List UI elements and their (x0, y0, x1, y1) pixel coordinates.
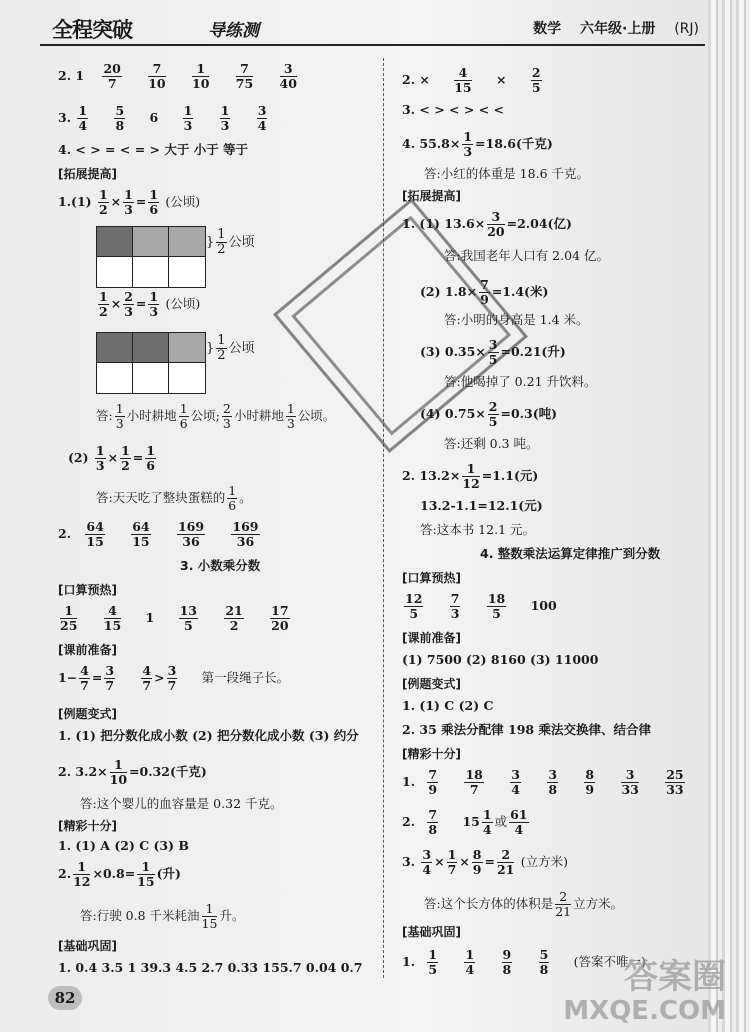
left-q2 (58, 62, 299, 91)
left-tz1-1b: $\frac{1}{2}$ × $\frac{2}{3}$ = $\frac{1}{3}$ (公顷) (99, 289, 201, 319)
right-jc3-ans: 答:这个长方体的体积是 $\frac{2}{21}$ 立方米。 (424, 889, 624, 919)
right-kqzb: (1) 7500 (2) 8160 (3) 11000 (402, 652, 599, 667)
right-q4: 4. 55.8× $\frac{1}{3}$ =18.6(千克) (402, 129, 553, 159)
subject-label: 数学 (533, 21, 562, 37)
section-jcgg-right: [基础巩固] (402, 925, 461, 939)
right-t1-ans: 答:我国老年人口有 2.04 亿。 (444, 248, 609, 263)
right-t4-ans: 答:还剩 0.3 吨。 (444, 436, 539, 451)
left-tz1-1: 1.(1) $\frac{1}{2}$ × $\frac{1}{3}$ = $\frac{1}{6}$ (公顷) (58, 187, 201, 217)
right-kousuan: $\frac{12}{5}$ $\frac{7}{3}$ $\frac{18}{5}$ 100 (405, 591, 557, 621)
section-kqzb-right: [课前准备] (402, 631, 461, 645)
fraction: $\frac{1}{4}$ (78, 103, 88, 133)
left-lt1: 1. (1) 把分数化成小数 (2) 把分数化成小数 (3) 约分 (58, 728, 359, 743)
left-q4: 4. < > = < = > 大于 小于 等于 (58, 142, 249, 157)
fraction: $\frac{3}{4}$ (257, 103, 267, 133)
site-watermark: 答案圈 MXQE.COM (563, 957, 726, 1026)
fraction: $\frac{1}{3}$ (220, 103, 230, 133)
right-jc1: 1. $\frac{7}{9}$ $\frac{18}{7}$ $\frac{3}{4}$ $\frac{3}{8}$ $\frac{8}{9}$ $\frac{3}{33}$ $\frac{25}{33}$ (402, 767, 684, 797)
fraction: $\frac{7}{10}$ (148, 61, 166, 91)
section-tuozhan: [拓展提高] (58, 167, 117, 181)
left-jg1: 1. 0.4 3.5 1 39.3 4.5 2.7 0.33 155.7 0.04 0.7 (58, 960, 363, 975)
right-jc2: 2. $\frac{7}{8}$ 15 $\frac{1}{4}$ 或 $\frac{61}{4}$ (402, 807, 528, 837)
section-kqzb-left: [课前准备] (58, 643, 117, 657)
page-header (40, 12, 705, 46)
right-jg1: 1. $\frac{1}{5}$ $\frac{1}{4}$ $\frac{9}{8}$ $\frac{5}{8}$ (答案不唯一) (402, 947, 646, 977)
right-t3: (3) 0.35× $\frac{3}{5}$ =0.21(升) (420, 337, 566, 367)
brand-script: 导练测 (208, 21, 259, 41)
right-t2: (2) 1.8× $\frac{7}{9}$ =1.4(米) (420, 277, 549, 307)
right-t1: 1. (1) 13.6× $\frac{3}{20}$ =2.04(亿) (402, 209, 572, 239)
left-jc1: 1. (1) A (2) C (3) B (58, 838, 189, 853)
right-lt1: 1. (1) C (2) C (402, 698, 494, 713)
fraction: $\frac{1}{3}$ (183, 103, 193, 133)
left-jc2-ans: 答:行驶 0.8 千米耗油 $\frac{1}{15}$ 升。 (80, 901, 245, 931)
book-binding-edge (708, 0, 750, 1032)
left-q3: 3. $\frac{1}{4}$ $\frac{5}{8}$ 6 $\frac{1}{3}$ $\frac{1}{3}$ $\frac{3}{4}$ (58, 103, 267, 133)
left-tz2: 2. $\frac{64}{15}$ $\frac{64}{15}$ $\frac{169}{36}$ $\frac{169}{36}$ (58, 519, 259, 549)
section-tuozhan-right: [拓展提高] (402, 189, 461, 203)
right-lt2: 2. 35 乘法分配律 198 乘法交换律、结合律 (402, 722, 651, 737)
section-kousuan-right: [口算预热] (402, 571, 461, 585)
right-t3-ans: 答:他喝掉了 0.21 升饮料。 (444, 374, 597, 389)
left-ans2: 答:天天吃了整块蛋糕的 $\frac{1}{6}$ 。 (96, 483, 252, 513)
column-divider (383, 58, 386, 978)
right-q2: 2. × $\frac{4}{15}$ × $\frac{2}{5}$ (402, 65, 541, 95)
grade-label: 六年级·上册 (580, 21, 656, 37)
q-number: 2. 1 (58, 68, 85, 83)
right-t4: (4) 0.75× $\frac{2}{5}$ =0.3(吨) (420, 399, 558, 429)
right-q3: 3. < > < > < < (402, 102, 505, 117)
brand-logo: 全程突破 (52, 18, 132, 42)
page-number: 82 (48, 986, 82, 1010)
section-ltbs-left: [例题变式] (58, 707, 117, 721)
fraction: $\frac{20}{7}$ (103, 61, 121, 91)
fraction: $\frac{5}{8}$ (115, 103, 125, 133)
left-ans1: 答: $\frac{1}{3}$ 小时耕地 $\frac{1}{6}$ 公顷; $\frac{2}{3}$ 小时耕地 $\frac{1}{3}$ 公顷。 (96, 401, 336, 431)
grid-1-label: } $\frac{1}{2}$ 公顷 (206, 227, 255, 257)
left-lt2: 2. 3.2× $\frac{1}{10}$ =0.32(千克) (58, 757, 207, 787)
fraction: $\frac{7}{75}$ (235, 61, 254, 91)
right-jc3: 3. $\frac{3}{4}$ × $\frac{1}{7}$ × $\frac{8}{9}$ = $\frac{2}{21}$ (立方米) (402, 847, 569, 877)
right-q2b-calc: 13.2-1.1=12.1(元) (420, 498, 543, 513)
right-q4-ans: 答:小红的体重是 18.6 千克。 (424, 166, 589, 181)
section-4-title: 4. 整数乘法运算定律推广到分数 (480, 546, 661, 561)
left-tz1-2: (2) $\frac{1}{3}$ × $\frac{1}{2}$ = $\frac{1}{6}$ (68, 443, 155, 473)
fraction: $\frac{1}{10}$ (192, 61, 210, 91)
left-jc2: 2. $\frac{1}{12}$ ×0.8= $\frac{1}{15}$ (升) (58, 859, 181, 889)
area-grid-1 (96, 226, 206, 288)
left-kousuan: $\frac{1}{25}$ $\frac{4}{15}$ 1 $\frac{13}{5}$ $\frac{21}{2}$ $\frac{17}{20}$ (60, 603, 289, 633)
edition-label: (RJ) (674, 21, 699, 37)
section-jcsf-left: [精彩十分] (58, 819, 117, 833)
section-ltbs-right: [例题变式] (402, 677, 461, 691)
right-q2b-ans: 答:这本书 12.1 元。 (420, 522, 535, 537)
section-jcgg-left: [基础巩固] (58, 939, 117, 953)
section-kousuan-left: [口算预热] (58, 583, 117, 597)
right-t2-ans: 答:小明的身高是 1.4 米。 (444, 312, 589, 327)
grid-2-label: } $\frac{1}{2}$ 公顷 (206, 333, 255, 363)
fraction: $\frac{3}{40}$ (279, 61, 297, 91)
header-meta (533, 18, 699, 38)
section-jcsf-right: [精彩十分] (402, 747, 461, 761)
section-3-title: 3. 小数乘分数 (180, 558, 261, 573)
left-lt2-ans: 答:这个婴儿的血容量是 0.32 千克。 (80, 796, 283, 811)
left-kqzb: 1− $\frac{4}{7}$ = $\frac{3}{7}$ $\frac{4}{7}$ > $\frac{3}{7}$ 第一段绳子长。 (58, 663, 290, 693)
area-grid-2 (96, 332, 206, 394)
right-q2b: 2. 13.2× $\frac{1}{12}$ =1.1(元) (402, 461, 539, 491)
